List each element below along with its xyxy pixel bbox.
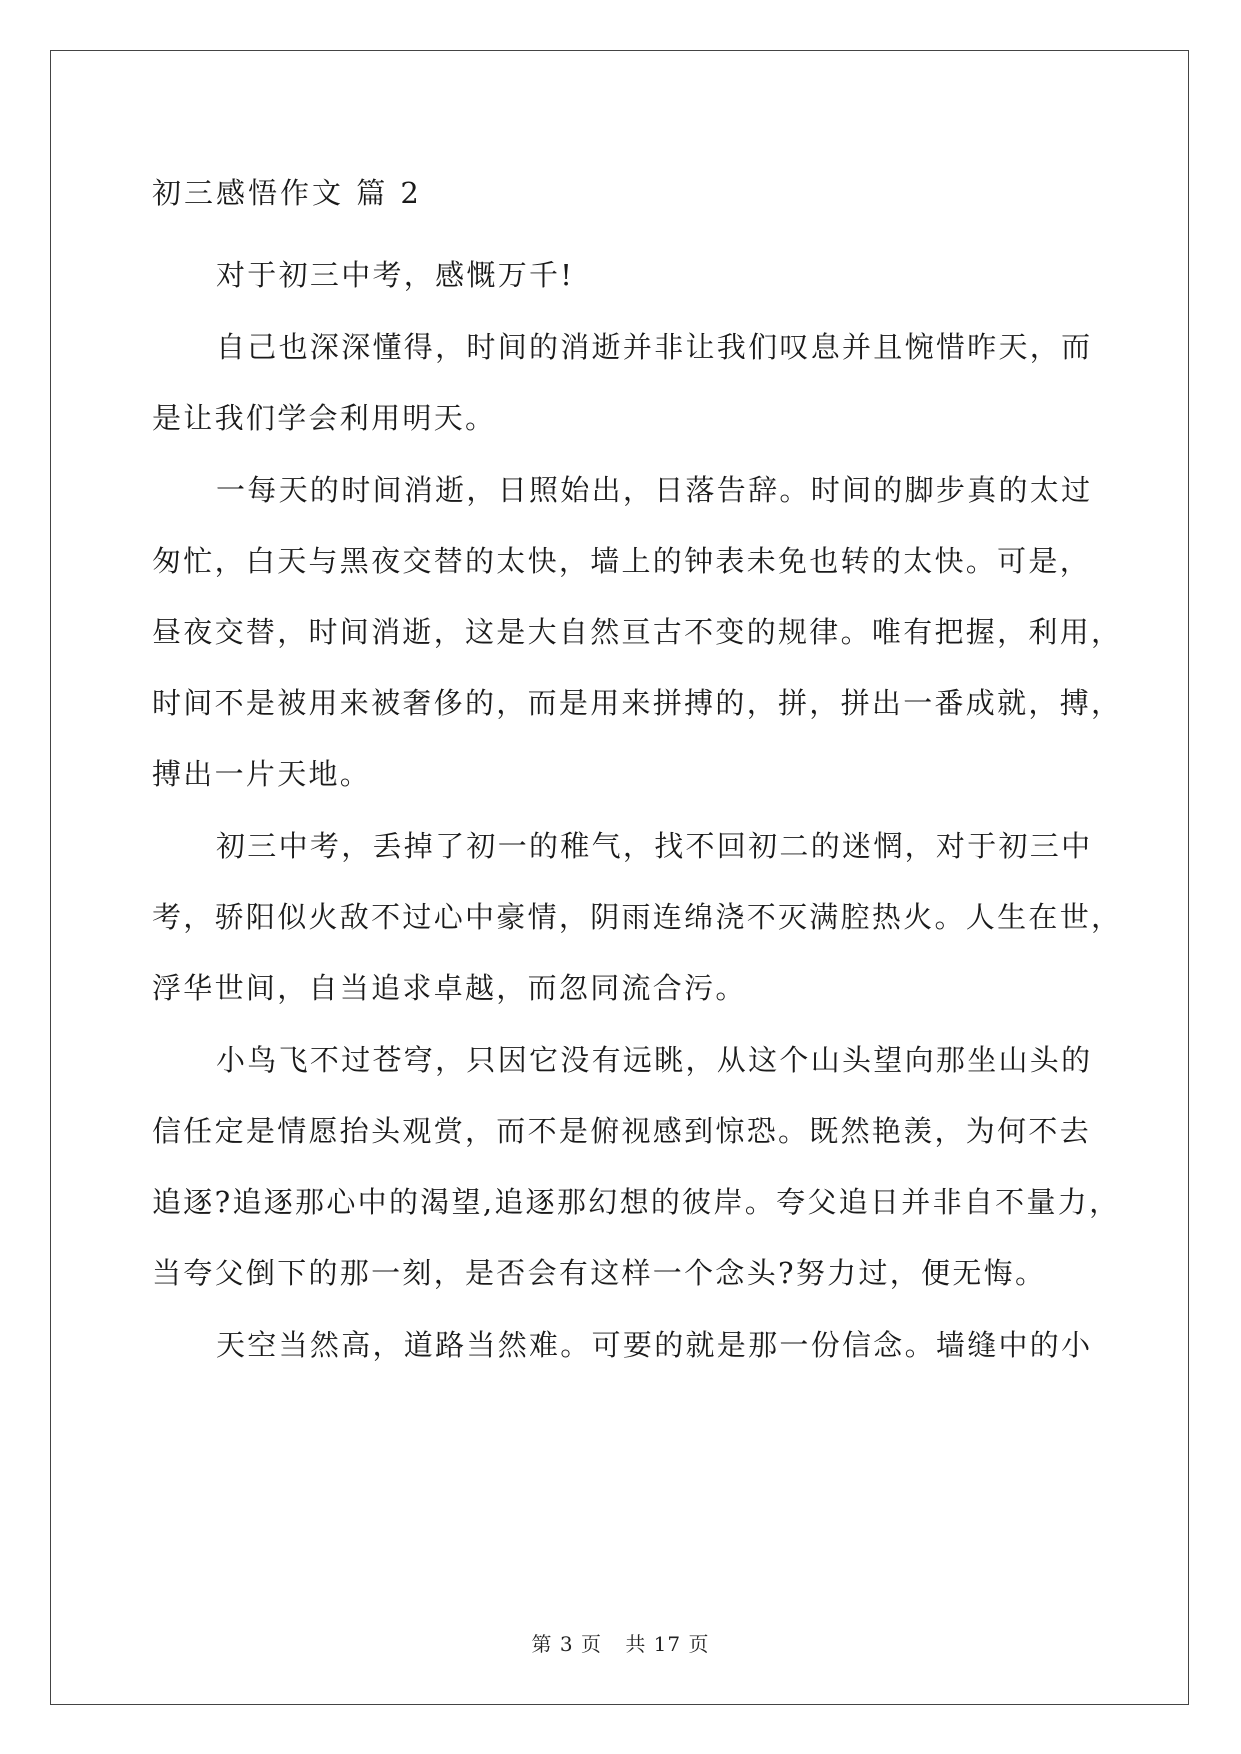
paragraph: [152, 454, 1123, 810]
text-line: 时间不是被用来被奢侈的，而是用来拼搏的，拼，拼出一番成就，搏，: [152, 686, 1123, 720]
text-line: 浮华世间，自当追求卓越，而忽同流合污。: [152, 971, 747, 1005]
text-line: 小鸟飞不过苍穹，只因它没有远眺，从这个山头望向那坐山头的: [216, 1043, 1093, 1077]
paragraph: [152, 239, 1090, 311]
text-line: 对于初三中考，感慨万千!: [216, 258, 575, 292]
text-line: 当夸父倒下的那一刻，是否会有这样一个念头?努力过，便无悔。: [152, 1256, 1047, 1290]
text-line: 搏出一片天地。: [152, 757, 372, 791]
page-footer: [0, 1628, 1241, 1657]
text-line: 初三中考，丢掉了初一的稚气，找不回初二的迷惘，对于初三中: [216, 829, 1093, 863]
text-line: 天空当然高，道路当然难。可要的就是那一份信念。墙缝中的小: [216, 1328, 1093, 1362]
paragraph: [152, 810, 1123, 1024]
document-body: [152, 166, 1123, 1381]
text-line: 一每天的时间消逝，日照始出，日落告辞。时间的脚步真的太过: [216, 473, 1093, 507]
text-line: 匆忙，白天与黑夜交替的太快，墙上的钟表未免也转的太快。可是，: [152, 544, 1092, 578]
text-line: 是让我们学会利用明天。: [152, 401, 497, 435]
text-line: 自己也深深懂得，时间的消逝并非让我们叹息并且惋惜昨天，而: [216, 330, 1093, 364]
text-line: 信任定是情愿抬头观赏，而不是俯视感到惊恐。既然艳羡，为何不去: [152, 1114, 1092, 1148]
paragraph: [152, 311, 1093, 454]
text-line: 追逐?追逐那心中的渴望,追逐那幻想的彼岸。夸父追日并非自不量力，: [152, 1185, 1121, 1219]
page-number: 第 3 页: [531, 1632, 602, 1656]
page-total: 共 17 页: [625, 1632, 710, 1656]
paragraph: [152, 1309, 1093, 1381]
section-heading: 初三感悟作文 篇 2: [152, 176, 422, 210]
text-line: 昼夜交替，时间消逝，这是大自然亘古不变的规律。唯有把握，利用，: [152, 615, 1123, 649]
text-line: 考，骄阳似火敌不过心中豪情，阴雨连绵浇不灭满腔热火。人生在世，: [152, 900, 1123, 934]
paragraph: [152, 1024, 1121, 1309]
